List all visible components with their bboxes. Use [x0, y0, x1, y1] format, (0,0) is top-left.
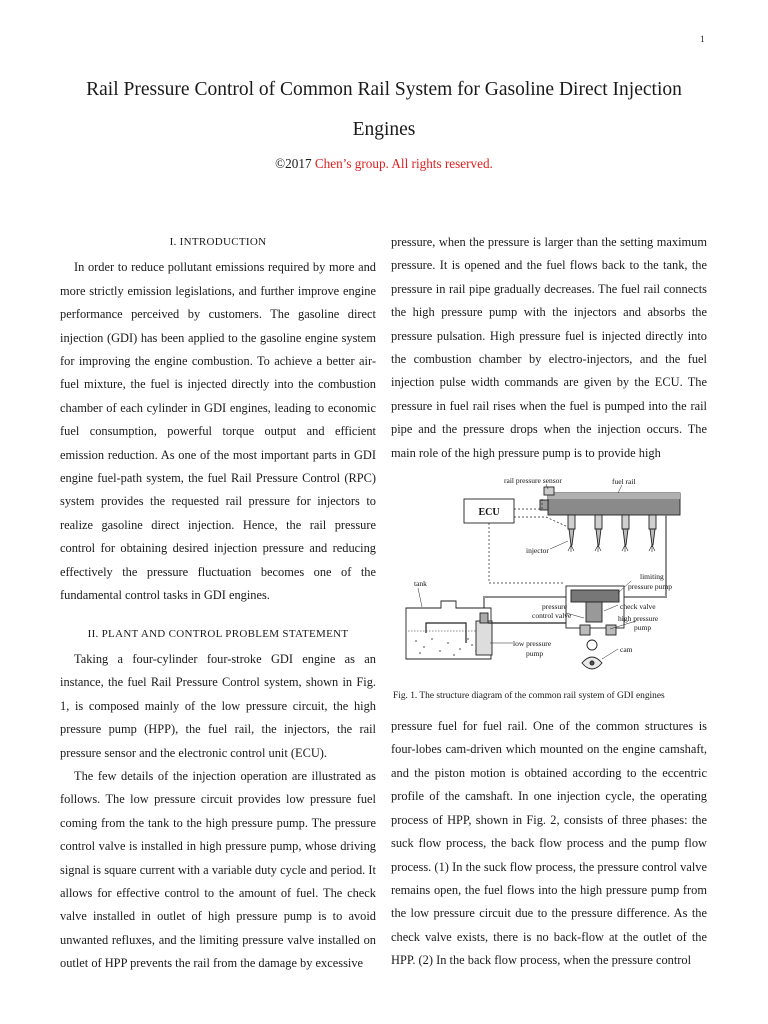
injectors — [568, 515, 656, 552]
left-column — [60, 231, 376, 976]
right-paragraph-2: pressure fuel for fuel rail. One of the common structures is four-lobes cam-driven which mounted on the engine camshaft, and the piston motion is obtained according to the eccentric profile of the camshaft. In one injection cycle, the operating process of HPP, shown in Fig. 2, consists of three phases: the suck flow process, the back flow process and the pump flow process. (1) In the suck flow process, the pressure control valve remains open, the fuel flows into the high pressure pump from the low pressure circuit due to the pressure difference. As the check valve exists, there is no back-flow at the outlet of the HPP. (2) In the back flow process, when the pressure control — [391, 719, 707, 968]
label-cam: cam — [620, 645, 633, 655]
label-pressure: pressure — [542, 602, 567, 612]
paper-title: Rail Pressure Control of Common Rail System for Gasoline Direct Injection Engines — [86, 79, 682, 140]
section-heading-introduction: I. INTRODUCTION — [169, 236, 267, 248]
copyright-holder: Chen’s group. All rights reserved. — [314, 156, 493, 171]
right-paragraph-1: pressure, when the pressure is larger than the setting maximum pressure. It is opened and the fuel flows back to the tank, the pressure in rail pipe gradually decreases. The fuel rail connects the high pressure pump with the injectors and absorbs the pressure pulsation. High pressure fuel is injected directly into the combustion chamber by electro-injectors, and the fuel injection pulse width commands are given by the ECU. The pressure in fuel rail rises when the fuel is pumped into the rail pipe and the pressure drops when the injection occurs. The main role of the high pressure pump is to provide high — [391, 235, 707, 460]
fuel-tank — [406, 601, 492, 659]
common-rail-diagram — [396, 473, 706, 683]
figure-1-caption: Fig. 1. The structure diagram of the common rail system of GDI engines — [393, 691, 665, 702]
plant-paragraph-2: The few details of the injection operation are illustrated as follows. The low pressure circuit provides low pressure fuel coming from the tank to the high pressure pump. The pressure control valve is installed in high pressure pump, whose driving signal is square current with a variable duty cycle and period. It allows for effective control to the amount of fuel. The check valve installed in outlet of high pressure pump is to avoid unwanted refluxes, and the limiting pressure valve installed on outlet of HPP prevents the rail from the damage by excessive — [60, 768, 376, 971]
label-limiting-pressure-pump: pressure pump — [628, 582, 672, 592]
label-control-valve: control valve — [532, 611, 572, 621]
intro-paragraph: In order to reduce pollutant emissions required by more and more strictly emission legislations, and further improve engine performance perceived by customers. The gasoline direct injection (GDI) has been applied to the gasoline engine system for improving the engine combustion. To achieve a better air-fuel mixture, the fuel is injected directly into the combustion chamber of each cylinder in GDI engines, leading to economic fuel consumption, powerful torque output and efficient emission reduction. As one of the most important parts in GDI engine fuel-path system, the fuel Rail Pressure Control (RPC) system provides the requested rail pressure for injectors to realize gasoline direct injection. Hence, the rail pressure control for obtaining desired injection pressure and reducing effectively the pressure fluctuation becomes one of the fundamental control tasks in GDI engines. — [60, 260, 376, 603]
copyright-year: ©2017 — [275, 156, 315, 171]
page-number: 1 — [700, 34, 705, 44]
copyright-line — [60, 156, 708, 172]
label-low-pressure-pump: pump — [526, 649, 544, 659]
label-tank: tank — [414, 579, 427, 589]
section-heading-plant: II. PLANT AND CONTROL PROBLEM STATEMENT — [87, 627, 349, 640]
right-column — [391, 231, 707, 973]
label-high-pressure: high pressure — [618, 614, 659, 624]
label-high-pressure-pump: pump — [634, 623, 652, 633]
plant-paragraph-1: Taking a four-cylinder four-stroke GDI engine as an instance, the fuel Rail Pressure Control system, shown in Fig. 1, is composed mainly of the low pressure circuit, the high pressure pump (HPP), the fuel rail, the injectors, the rail pressure sensor and the electronic control unit (ECU). — [60, 651, 376, 760]
label-low-pressure: low pressure — [513, 639, 552, 649]
label-check-valve: check valve — [620, 602, 656, 612]
ecu-label: ECU — [478, 507, 500, 519]
label-limiting: limiting — [640, 572, 664, 582]
label-rail-pressure-sensor: rail pressure sensor — [504, 476, 562, 486]
figure-1 — [391, 473, 707, 683]
label-injector: injector — [526, 546, 549, 556]
rail-pressure-sensor-shape — [544, 487, 554, 495]
fuel-rail — [540, 493, 680, 515]
label-fuel-rail: fuel rail — [612, 477, 636, 487]
